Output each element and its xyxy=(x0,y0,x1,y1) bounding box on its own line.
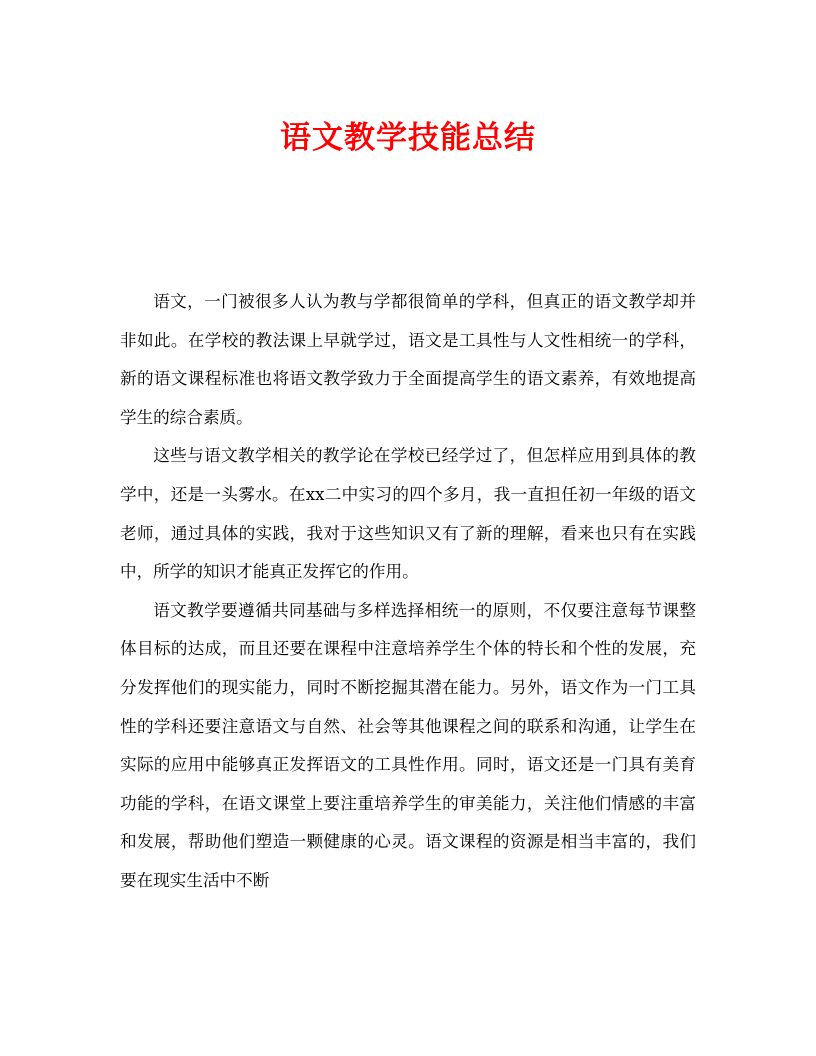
paragraph-3: 语文教学要遵循共同基础与多样选择相统一的原则，不仅要注意每节课整体目标的达成，而且还要在课程中注意培养学生个体的特长和个性的发展，充分发挥他们的现实能力，同时不断挖掘其潜在能力。另外，语文作为一门工具性的学科还要注意语文与自然、社会等其他课程之间的联系和沟通，让学生在实际的应用中能够真正发挥语文的工具性作用。同时，语文还是一门具有美育功能的学科，在语文课堂上要注重培养学生的审美能力，关注他们情感的丰富和发展，帮助他们塑造一颗健康的心灵。语文课程的资源是相当丰富的，我们要在现实生活中不断 xyxy=(120,600,696,890)
document-title: 语文教学技能总结 xyxy=(280,120,536,156)
paragraph-1: 语文，一门被很多人认为教与学都很简单的学科，但真正的语文教学却并非如此。在学校的教法课上早就学过，语文是工具性与人文性相统一的学科，新的语文课程标准也将语文教学致力于全面提高学生的语文素养，有效地提高学生的综合素质。 xyxy=(120,292,696,427)
document-body xyxy=(120,283,696,901)
paragraph-2: 这些与语文教学相关的教学论在学校已经学过了，但怎样应用到具体的教学中，还是一头雾水。在xx二中实习的四个多月，我一直担任初一年级的语文老师，通过具体的实践，我对于这些知识又有了新的理解，看来也只有在实践中，所学的知识才能真正发挥它的作用。 xyxy=(120,446,696,582)
